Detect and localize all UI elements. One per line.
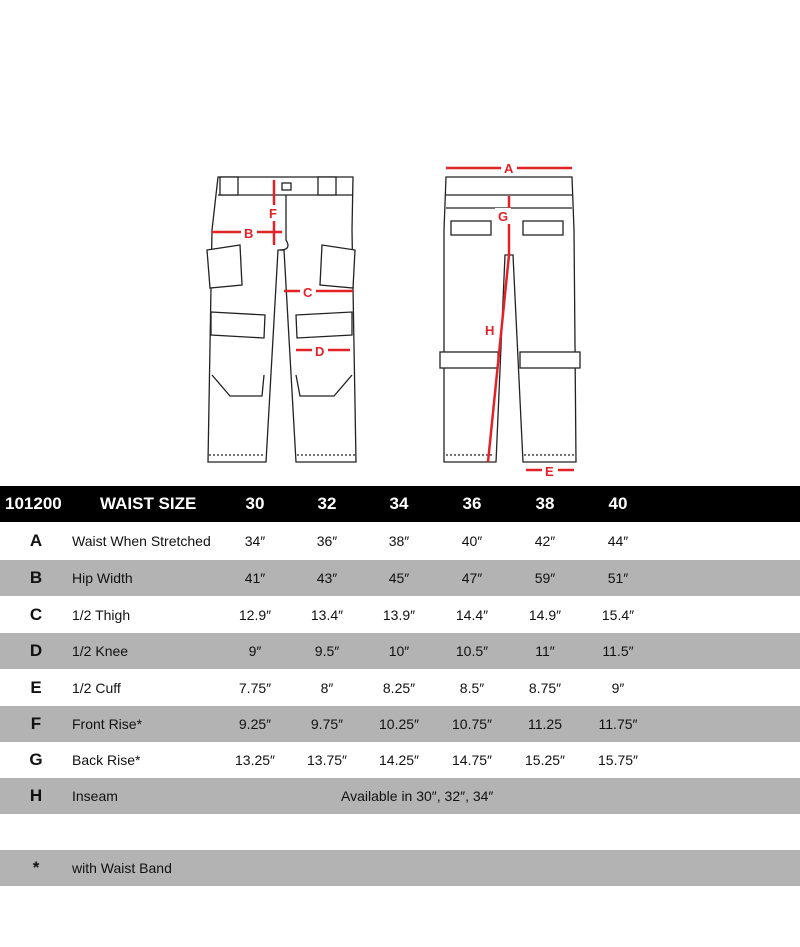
size-34: 34 [389, 494, 409, 513]
footnote-text: with Waist Band [72, 860, 172, 876]
size-value: 9.25″ [238, 716, 272, 732]
size-value: 34″ [244, 533, 266, 549]
size-value: 10.75″ [452, 716, 492, 732]
size-value: 47″ [461, 570, 483, 586]
size-value: 38″ [388, 533, 410, 549]
size-38: 38 [535, 494, 555, 513]
size-36: 36 [462, 494, 482, 513]
size-30: 30 [245, 494, 265, 513]
size-value: 14.25″ [379, 752, 419, 768]
size-value: 11.75″ [598, 716, 638, 732]
row-label: 1/2 Knee [72, 643, 129, 659]
size-value: 45″ [388, 570, 410, 586]
row-label: Hip Width [72, 570, 133, 586]
table-row [0, 560, 800, 596]
row-label: Front Rise* [72, 716, 143, 732]
size-value: 8.75″ [528, 680, 562, 696]
size-value: 41″ [244, 570, 266, 586]
row-letter: C [29, 605, 43, 624]
size-value: 13.75″ [307, 752, 347, 768]
row-letter: F [30, 714, 42, 733]
row-label: Inseam [72, 788, 118, 804]
size-value: 7.75″ [238, 680, 272, 696]
label-E: E [545, 464, 554, 479]
table-row [0, 706, 800, 742]
size-value: 43″ [316, 570, 338, 586]
size-value: 9″ [248, 643, 262, 659]
inseam-availability: Available in 30″, 32″, 34″ [341, 788, 494, 804]
size-value: 8.5″ [459, 680, 485, 696]
row-letter: E [30, 678, 42, 697]
label-G: G [498, 209, 509, 224]
label-D: D [315, 344, 325, 359]
size-value: 9.5″ [314, 643, 340, 659]
size-value: 36″ [316, 533, 338, 549]
row-label: Back Rise* [72, 752, 141, 768]
table-row [0, 742, 800, 778]
table-row [0, 597, 800, 633]
size-value: 42″ [534, 533, 556, 549]
size-value: 51″ [607, 570, 629, 586]
style-code: 101200 [5, 494, 62, 513]
row-letter: B [29, 568, 43, 587]
size-value: 14.9″ [528, 607, 562, 623]
table-row [0, 523, 800, 559]
waist-size-heading: WAIST SIZE [100, 494, 197, 513]
size-value: 59″ [534, 570, 556, 586]
size-value: 12.9″ [238, 607, 272, 623]
size-value: 9.75″ [310, 716, 344, 732]
size-value: 15.75″ [598, 752, 638, 768]
row-label: Waist When Stretched [72, 533, 211, 549]
size-value: 14.4″ [455, 607, 489, 623]
size-40: 40 [608, 494, 628, 513]
size-value: 40″ [461, 533, 483, 549]
size-value: 11.25 [528, 716, 562, 732]
label-H: H [485, 323, 495, 338]
size-value: 14.75″ [452, 752, 492, 768]
label-F: F [269, 206, 277, 221]
row-letter: A [29, 531, 43, 550]
size-32: 32 [317, 494, 337, 513]
size-value: 13.9″ [382, 607, 416, 623]
size-value: 11″ [535, 643, 555, 659]
table-row [0, 633, 800, 669]
size-value: 9″ [611, 680, 625, 696]
table-row [0, 670, 800, 706]
footnote-row [0, 850, 800, 886]
size-value: 10″ [388, 643, 410, 659]
label-B: B [244, 226, 254, 241]
size-value: 15.4″ [601, 607, 635, 623]
footnote-symbol: * [32, 858, 40, 877]
row-letter: H [29, 786, 43, 805]
size-value: 10.25″ [379, 716, 419, 732]
size-value: 15.25″ [525, 752, 565, 768]
size-value: 11.5″ [602, 643, 634, 659]
table-header [0, 486, 800, 522]
label-A: A [504, 161, 514, 176]
size-value: 10.5″ [455, 643, 489, 659]
size-value: 8.25″ [382, 680, 416, 696]
size-value: 13.25″ [235, 752, 275, 768]
label-C: C [303, 285, 313, 300]
row-letter: G [29, 750, 43, 769]
size-value: 8″ [320, 680, 334, 696]
row-letter: D [29, 641, 43, 660]
row-label: 1/2 Thigh [72, 607, 131, 623]
size-value: 44″ [607, 533, 629, 549]
size-value: 13.4″ [310, 607, 344, 623]
table-row-inseam [0, 778, 800, 814]
row-label: 1/2 Cuff [72, 680, 121, 696]
